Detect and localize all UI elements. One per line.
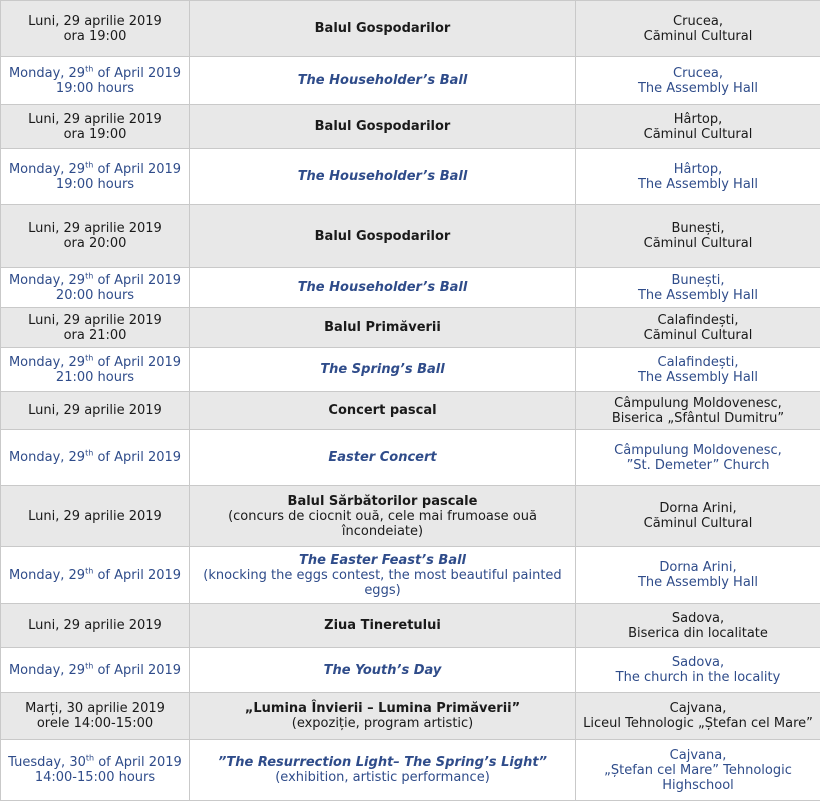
event-venue: The Assembly Hall [579,81,817,96]
event-locality: Sadova, [579,611,817,626]
event-time: 14:00-15:00 hours [4,770,186,785]
event-date: Monday, 29th of April 2019 [4,663,186,678]
event-date: Luni, 29 aprilie 2019 [4,618,186,633]
event-venue: „Ștefan cel Mare” Tehnologic [579,763,817,778]
event-venue: The Assembly Hall [579,288,817,303]
event-date: Luni, 29 aprilie 2019 [4,403,186,418]
event-venue: Căminul Cultural [579,236,817,251]
event-location-cell [576,149,820,205]
event-locality: Bunești, [579,273,817,288]
event-venue: Căminul Cultural [579,29,817,44]
event-date-cell [1,1,190,57]
table-row [1,149,820,205]
event-locality: Câmpulung Moldovenesc, [579,396,817,411]
ordinal-suffix: th [85,566,93,575]
event-location-cell [576,486,820,547]
event-venue: Căminul Cultural [579,127,817,142]
event-location-cell [576,648,820,693]
event-location-cell [576,740,820,801]
table-row [1,308,820,348]
event-date: Tuesday, 30th of April 2019 [4,755,186,770]
event-location-cell [576,392,820,430]
event-time: 19:00 hours [4,81,186,96]
event-location-cell [576,57,820,105]
event-description: (knocking the eggs contest, the most beautiful painted [193,568,572,583]
event-venue: The Assembly Hall [579,370,817,385]
event-title-cell [190,547,576,604]
event-date: Marți, 30 aprilie 2019 [4,701,186,716]
event-locality: Cajvana, [579,701,817,716]
table-row [1,486,820,547]
event-date: Luni, 29 aprilie 2019 [4,14,186,29]
event-date: Monday, 29th of April 2019 [4,355,186,370]
event-date-cell [1,268,190,308]
event-date: Luni, 29 aprilie 2019 [4,112,186,127]
event-locality: Cajvana, [579,748,817,763]
event-locality: Calafindești, [579,313,817,328]
event-locality: Bunești, [579,221,817,236]
event-location-cell [576,348,820,392]
event-time: ora 21:00 [4,328,186,343]
table-row [1,205,820,268]
event-title: The Spring’s Ball [193,362,572,377]
event-location-cell [576,205,820,268]
table-row [1,105,820,149]
event-title: Easter Concert [193,450,572,465]
event-date: Luni, 29 aprilie 2019 [4,313,186,328]
event-description: (expoziție, program artistic) [193,716,572,731]
event-time: orele 14:00-15:00 [4,716,186,731]
event-title-cell [190,486,576,547]
event-venue: Biserica din localitate [579,626,817,641]
event-venue: The Assembly Hall [579,177,817,192]
event-title-cell [190,740,576,801]
event-title-cell [190,205,576,268]
event-time: 21:00 hours [4,370,186,385]
event-venue: Căminul Cultural [579,516,817,531]
event-title: Balul Gospodarilor [193,119,572,134]
event-date-cell [1,105,190,149]
event-date-cell [1,57,190,105]
event-title-cell [190,648,576,693]
event-title: Balul Gospodarilor [193,21,572,36]
event-locality: Câmpulung Moldovenesc, [579,443,817,458]
event-locality: Dorna Arini, [579,560,817,575]
table-row [1,740,820,801]
event-venue: Biserica „Sfântul Dumitru” [579,411,817,426]
table-row [1,1,820,57]
event-title-cell [190,1,576,57]
event-date-cell [1,430,190,486]
event-venue: ”St. Demeter” Church [579,458,817,473]
table-row [1,392,820,430]
event-locality: Hârtop, [579,112,817,127]
ordinal-suffix: th [86,754,94,763]
table-row [1,648,820,693]
table-row [1,268,820,308]
event-description: (exhibition, artistic performance) [193,770,572,785]
event-title: The Householder’s Ball [193,169,572,184]
event-title: The Householder’s Ball [193,73,572,88]
event-title-cell [190,693,576,740]
event-title: „Lumina Învierii – Lumina Primăverii” [193,701,572,716]
event-location-cell [576,430,820,486]
event-locality: Crucea, [579,66,817,81]
table-row [1,430,820,486]
event-venue: Highschool [579,778,817,793]
event-venue: The church in the locality [579,670,817,685]
table-row [1,57,820,105]
event-date: Monday, 29th of April 2019 [4,568,186,583]
event-date: Monday, 29th of April 2019 [4,273,186,288]
table-row [1,547,820,604]
event-time: ora 20:00 [4,236,186,251]
event-title-cell [190,105,576,149]
ordinal-suffix: th [85,449,93,458]
event-date: Monday, 29th of April 2019 [4,66,186,81]
event-description: (concurs de ciocnit ouă, cele mai frumoase ouă [193,509,572,524]
ordinal-suffix: th [85,160,93,169]
events-table-body [1,1,820,801]
event-time: 20:00 hours [4,288,186,303]
event-title-cell [190,604,576,648]
event-date-cell [1,308,190,348]
ordinal-suffix: th [85,64,93,73]
event-title-cell [190,149,576,205]
event-description: eggs) [193,583,572,598]
event-date-cell [1,348,190,392]
table-row [1,604,820,648]
event-date: Monday, 29th of April 2019 [4,450,186,465]
event-date-cell [1,149,190,205]
event-locality: Hârtop, [579,162,817,177]
event-date-cell [1,205,190,268]
event-location-cell [576,1,820,57]
event-time: 19:00 hours [4,177,186,192]
event-date-cell [1,693,190,740]
event-title-cell [190,57,576,105]
event-venue: Liceul Tehnologic „Ștefan cel Mare” [579,716,817,731]
event-title: Balul Sărbătorilor pascale [193,494,572,509]
event-title-cell [190,348,576,392]
event-locality: Dorna Arini, [579,501,817,516]
event-date-cell [1,547,190,604]
event-date-cell [1,740,190,801]
event-title: ”The Resurrection Light– The Spring’s Light” [193,755,572,770]
event-venue: Căminul Cultural [579,328,817,343]
event-location-cell [576,693,820,740]
event-locality: Sadova, [579,655,817,670]
event-locality: Calafindești, [579,355,817,370]
event-date-cell [1,648,190,693]
event-location-cell [576,308,820,348]
event-title: Ziua Tineretului [193,618,572,633]
event-location-cell [576,604,820,648]
event-date-cell [1,392,190,430]
event-date: Monday, 29th of April 2019 [4,162,186,177]
event-title: The Youth’s Day [193,663,572,678]
event-title: Balul Gospodarilor [193,229,572,244]
event-date: Luni, 29 aprilie 2019 [4,509,186,524]
ordinal-suffix: th [85,271,93,280]
event-location-cell [576,268,820,308]
event-title: Concert pascal [193,403,572,418]
event-title-cell [190,430,576,486]
table-row [1,348,820,392]
ordinal-suffix: th [85,661,93,670]
event-date: Luni, 29 aprilie 2019 [4,221,186,236]
event-title-cell [190,268,576,308]
event-date-cell [1,486,190,547]
event-title: The Householder’s Ball [193,280,572,295]
event-title-cell [190,308,576,348]
event-description: încondeiate) [193,524,572,539]
event-time: ora 19:00 [4,127,186,142]
ordinal-suffix: th [85,353,93,362]
event-title: The Easter Feast’s Ball [193,553,572,568]
event-location-cell [576,547,820,604]
event-date-cell [1,604,190,648]
event-location-cell [576,105,820,149]
event-title: Balul Primăverii [193,320,572,335]
table-row [1,693,820,740]
event-locality: Crucea, [579,14,817,29]
event-title-cell [190,392,576,430]
event-time: ora 19:00 [4,29,186,44]
event-venue: The Assembly Hall [579,575,817,590]
